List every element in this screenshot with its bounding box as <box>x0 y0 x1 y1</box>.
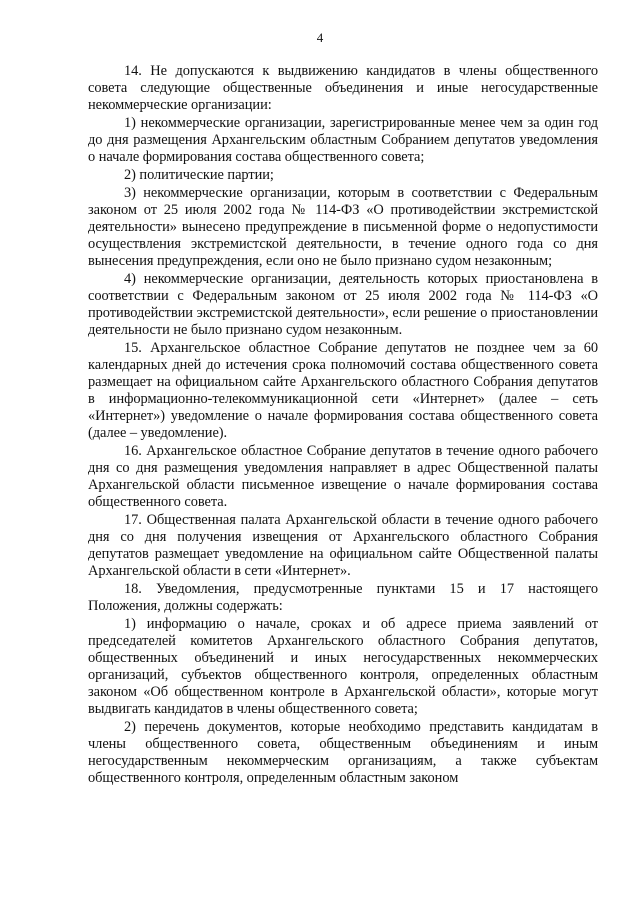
subparagraph-18-1: 1) информацию о начале, сроках и об адресе приема заявлений от председателей комитетов Архангельского областного Собрания депутатов, общественных объединений и иных негосударственных некоммерческих организаций, субъектов общественного контроля, определенных областным законом «Об общественном контроле в Архангельской области», которые могут выдвигать кандидатов в члены общественного совета; <box>88 616 598 717</box>
subparagraph-14-4: 4) некоммерческие организации, деятельность которых приостановлена в соответствии с Федеральным законом от 25 июля 2002 года № 114-ФЗ «О противодействии экстремистской деятельности», если решение о приостановлении деятельности не было признано судом незаконным. <box>88 271 598 338</box>
subparagraph-18-2: 2) перечень документов, которые необходимо представить кандидатам в члены общественного совета, общественным объединениям и иным негосударственным некоммерческим организациям, а также субъектам общественного контроля, определенным областным законом <box>88 719 598 786</box>
paragraph-item-18: 18. Уведомления, предусмотренные пунктами 15 и 17 настоящего Положения, должны содержать: <box>88 581 598 614</box>
paragraph-item-17: 17. Общественная палата Архангельской области в течение одного рабочего дня со дня получения извещения от Архангельского областного Собрания депутатов размещает уведомление на официальном сайте Общественной палаты Архангельской области в сети «Интернет». <box>88 512 598 579</box>
subparagraph-14-2: 2) политические партии; <box>124 167 274 183</box>
paragraph-item-15: 15. Архангельское областное Собрание депутатов не позднее чем за 60 календарных дней до истечения срока полномочий состава общественного совета размещает на официальном сайте Архангельского областного Собрания депутатов в информационно-телекоммуникационной сети «Интернет» (далее – сеть «Интернет») уведомление о начале формирования состава общественного совета (далее – уведомление). <box>88 340 598 441</box>
document-body <box>88 63 598 787</box>
paragraph-item-16: 16. Архангельское областное Собрание депутатов в течение одного рабочего дня со дня размещения уведомления направляет в адрес Общественной палаты Архангельской области письменное извещение о начале формирования состава общественного совета. <box>88 443 598 510</box>
subparagraph-14-3: 3) некоммерческие организации, которым в соответствии с Федеральным законом от 25 июля 2002 года № 114-ФЗ «О противодействии экстремистской деятельности» вынесено предупреждение в письменной форме о недопустимости осуществления экстремистской деятельности, в течение одного года со дня вынесения предупреждения, если оно не было признано судом незаконным; <box>88 185 598 269</box>
paragraph-item-14: 14. Не допускаются к выдвижению кандидатов в члены общественного совета следующие общественные объединения и иные негосударственные некоммерческие организации: <box>88 63 598 113</box>
subparagraph-14-1: 1) некоммерческие организации, зарегистрированные менее чем за один год до дня размещения Архангельским областным Собранием депутатов уведомления о начале формирования состава общественного совета; <box>88 115 598 165</box>
page-number: 4 <box>316 30 324 45</box>
